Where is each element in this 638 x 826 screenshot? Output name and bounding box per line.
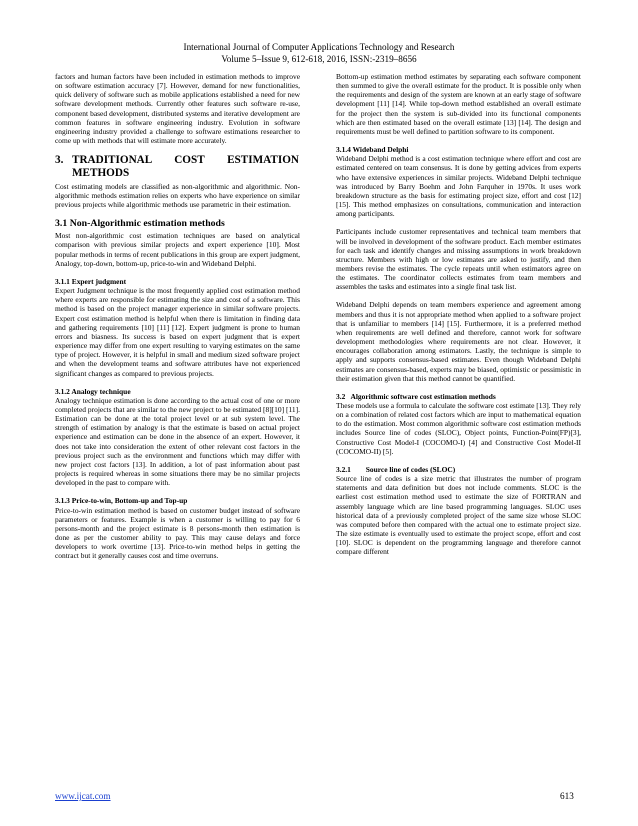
section-3-2-1-heading: 3.2.1 Source line of codes (SLOC)	[336, 464, 456, 474]
section-3-1-1-paragraph: Expert Judgment technique is the most frequently applied cost estimation method where experts are responsible for estimating the size and cost of a software. This method is based on the project manager experience in similar software projects. Expert cost estimation method is helpful when there is limitation in finding data and gathering requirements [10] [11] [12]. Expert judgment is prone to human errors and biasness. Its success is based on expert judgment that is expert experience may differ from one expert resulting to varying estimates on the same type of project. However, it is helpful in small and medium sized software project and when the development teams and software attributes have not experienced significant changes as compared to previous projects.	[55, 286, 300, 378]
section-3-2-1-paragraph: Source line of codes is a size metric that illustrates the number of program statements and data definition but does not include comments. SLOC is the earliest cost estimation method used to estimate the size of FORTRAN and assembly language which are line based programming languages. SLOC uses historical data of a previously completed project of the same size whose SLOC was computed before then compared with the actual one to estimate project size. The size estimate is eventually used to estimate the project scope, effort and cost [10]. SLOC is dependent on the programming language and therefore cannot compare different	[336, 474, 581, 557]
section-3-1-2-heading: 3.1.2 Analogy technique	[55, 386, 131, 396]
right-column	[336, 72, 581, 561]
section-3-title-line1: TRADITIONAL COST ESTIMATION	[72, 154, 299, 167]
section-3-1-3-heading: 3.1.3 Price-to-win, Bottom-up and Top-up	[55, 496, 188, 506]
intro-paragraph: factors and human factors have been included in estimation methods to improve on software estimation accuracy [7]. However, demand for new functionalities, quick delivery of software such as mobile applications established a need for new software development methods. Currently other features such software re-use, component based development, distributed systems and iterative development are common features in software engineering industry. Evolution in software engineering industry provided a challenge to software estimations researcher to come up with methods that will estimate more accurately.	[55, 72, 300, 146]
section-3-heading	[55, 154, 300, 180]
left-column	[55, 72, 300, 564]
section-3-2-heading: 3.2 Algorithmic software cost estimation methods	[336, 391, 496, 401]
section-3-1-3-paragraph: Price-to-win estimation method is based on customer budget instead of software parameters or features. Example is when a customer is willing to pay for 6 persons-month and the project estimate is 8 persons-month then estimation is done as per the customer ability to pay. This may cause delays and force developers to work overtime [13]. Price-to-win method helps in getting the contract but it generally causes cost and time overruns.	[55, 505, 300, 561]
section-3-number: 3.	[55, 154, 64, 167]
journal-header	[0, 42, 638, 65]
section-3-title-line2: METHODS	[72, 167, 130, 180]
section-3-1-4-paragraph-3: Wideband Delphi depends on team members experience and agreement among members and thus it is not appropriate method when applied to a software project that is unfamiliar to members [14] [15]. Furthermore, it is a preferred method when requirements are well defined and therefore, cannot work for software development methodologies where requirements are not clear. However, it encourages collaboration among estimators. Lastly, the technique is simple to apply and supports consensus-based estimates. Even though Wideband Delphi estimates are consensus-based, experts may be biased, optimistic or pessimistic in their estimation given that this method cannot be quantified.	[336, 300, 581, 383]
journal-website-link[interactable]: www.ijcat.com	[55, 791, 111, 801]
section-3-paragraph: Cost estimating models are classified as non-algorithmic and algorithmic. Non-algorithmic methods estimation relies on experts who have experience on similar previous projects while algorithmic methods use parametric in their estimation.	[55, 181, 300, 210]
section-3-1-1-heading: 3.1.1 Expert judgment	[55, 276, 127, 286]
section-3-1-2-paragraph: Analogy technique estimation is done according to the actual cost of one or more completed projects that are similar to the new project to be estimated [8][10] [11]. Estimation can be done at the total project level or at sub system level. The strength of estimation by analogy is that the estimate is based on actual project experience and estimation can be done in the absence of an expert. However, it does not take into consideration the extent of other relevant cost factors in the previous project such as the environment and functions which may differ with new project cost factors [13]. In addition, a lot of past information about past projects is required whereas in some situations there may be no similar projects developed in the past to compare with.	[55, 395, 300, 488]
journal-volume: Volume 5–Issue 9, 612-618, 2016, ISSN:-2319–8656	[221, 53, 417, 64]
page-number: 613	[560, 791, 574, 801]
bottom-up-paragraph: Bottom-up estimation method estimates by separating each software component then summed to give the overall estimate for the product. It is possible only when the requirements and design of the system are known at an early stage of software development [11] [14]. While top-down method established an overall estimate for the project then the system is sub-divided into its functional components which are then estimated based on the overall estimate [13] [14]. The design and requirements must be well defined to partition software to its component.	[336, 72, 581, 136]
section-3-2-paragraph: These models use a formula to calculate the software cost estimate [13]. They rely on a combination of related cost factors which are input to mathematical equation to do the estimation. Most common algorithmic software cost estimation methods includes Source line of codes (SLOC), Object points, Function-Point(FP)[3], Constructive Cost Model-I (COCOMO-I) [4] and Constructive Cost Model-II (COCOMO-II) [5].	[336, 401, 581, 456]
section-3-1-paragraph: Most non-algorithmic cost estimation techniques are based on analytical comparison with previous similar projects and expert experience [10]. Most popular methods in terms of recent publications in this group are expert judgment, Analogy, top-down, bottom-up, price-to-win and Wideband Delphi.	[55, 231, 300, 268]
section-3-1-4-paragraph-2: Participants include customer representatives and technical team members that will be involved in development of the software product. Each member estimates for each task and identify changes and missing assumptions in work breakdown structure. Members with high or low estimates are asked to justify, and then members revise the estimates. The cycle repeats until when estimators agree on the estimates. The coordinator collects estimates from team members and assembles the tasks and estimates into a single final task list.	[336, 227, 581, 292]
section-3-1-4-heading: 3.1.4 Wideband Delphi	[336, 145, 409, 155]
journal-title: International Journal of Computer Applications Technology and Research	[183, 42, 455, 52]
section-3-1-heading: 3.1 Non-Algorithmic estimation methods	[55, 218, 225, 230]
section-3-1-4-paragraph-1: Wideband Delphi method is a cost estimation technique where effort and cost are estimated centered on team consensus. It is done by getting advices from experts who have extensive experiences in similar projects. Wideband Delphi technique was introduced by Barry Boehm and John Farquher in 1970s. It uses work breakdown structure as the basis for estimating project size, effort and cost [12] [15]. This method emphasizes on consultations, communication and interaction among participants.	[336, 154, 581, 219]
